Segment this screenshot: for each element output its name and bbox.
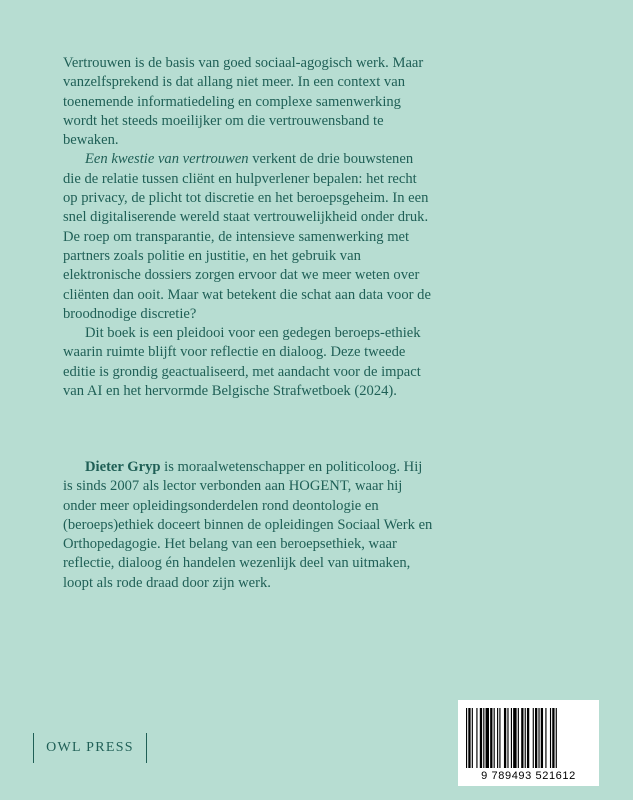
publisher-name: OWL PRESS (46, 740, 134, 755)
barcode-bar (556, 708, 557, 768)
barcode-bar (513, 708, 516, 768)
isbn-number: 9 789493 521612 (481, 770, 576, 782)
barcode-bar (533, 708, 534, 768)
barcode-bar (476, 708, 477, 768)
barcode-bar (518, 708, 519, 768)
author-bio-paragraph (63, 458, 433, 593)
barcode-bar (499, 708, 500, 768)
blurb-paragraph-3: Dit boek is een pleidooi voor een gedegen beroeps-ethiek waarin ruimte blijft voor reflectie en dialoog. Deze tweede editie is grondig geactualiseerd, met aandacht voor de impact van AI en het hervormde Belgische Strafwetboek (2024). (63, 325, 421, 400)
barcode-bar (466, 708, 467, 768)
blurb-paragraph-1: Vertrouwen is de basis van goed sociaal-agogisch werk. Maar vanzelfsprekend is dat allang niet meer. In een context van toenemende informatiedeling en complexe samenwerking wordt het steeds moeilijker om die vertrouwensband te bewaken. (63, 55, 424, 149)
barcode-bar (480, 708, 482, 768)
barcode-bar (552, 708, 554, 768)
barcode-bar (507, 708, 508, 768)
barcode-bar (541, 708, 543, 768)
publisher-logo (33, 733, 147, 763)
author-bio (63, 458, 433, 593)
barcode-bars (466, 708, 591, 768)
barcode-bar (483, 708, 484, 768)
barcode-bar (490, 708, 492, 768)
barcode-bar (535, 708, 537, 768)
author-name: Dieter Gryp (85, 459, 161, 475)
barcode-bar (494, 708, 495, 768)
barcode-bar (545, 708, 546, 768)
blurb (63, 54, 433, 401)
author-bio-text: is moraalwetenschapper en politicoloog. Hij is sinds 2007 als lector verbonden aan HOGENT, waar hij onder meer opleidingsonderdelen rond deontologie en (beroeps)ethiek doceert binnen de opleidingen Sociaal Werk en Orthopedagogie. Het belang van een beroepsethiek, waar reflectie, dialoog én handelen wezenlijk deel van uitmaken, loopt als rode draad door zijn werk. (63, 459, 433, 591)
barcode-bar (486, 708, 489, 768)
barcode-bar (511, 708, 512, 768)
blurb-paragraph-2-text: verkent de drie bouwstenen die de relatie tussen cliënt en hulpverlener bepalen: het recht op privacy, de plicht tot discretie en het beroepsgeheim. In een snel digitaliserende wereld staat vertrouwelijkheid onder druk. De roep om transparantie, de intensieve samenwerking met partners zoals politie en justitie, en het gebruik van elektronische dossiers zorgen ervoor dat we meer weten over cliënten dan ooit. Maar wat betekent die schat aan data voor de broodnodige discretie? (63, 151, 431, 322)
barcode-bar (550, 708, 551, 768)
barcode (458, 700, 599, 786)
barcode-bar (538, 708, 539, 768)
barcode-bar (521, 708, 523, 768)
book-title: Een kwestie van vertrouwen (85, 151, 249, 168)
barcode-bar (472, 708, 473, 768)
barcode-bar (527, 708, 529, 768)
barcode-bar (504, 708, 506, 768)
barcode-bar (468, 708, 470, 768)
blurb-paragraph-2 (63, 150, 433, 324)
barcode-bar (525, 708, 526, 768)
barcode-bar (497, 708, 498, 768)
